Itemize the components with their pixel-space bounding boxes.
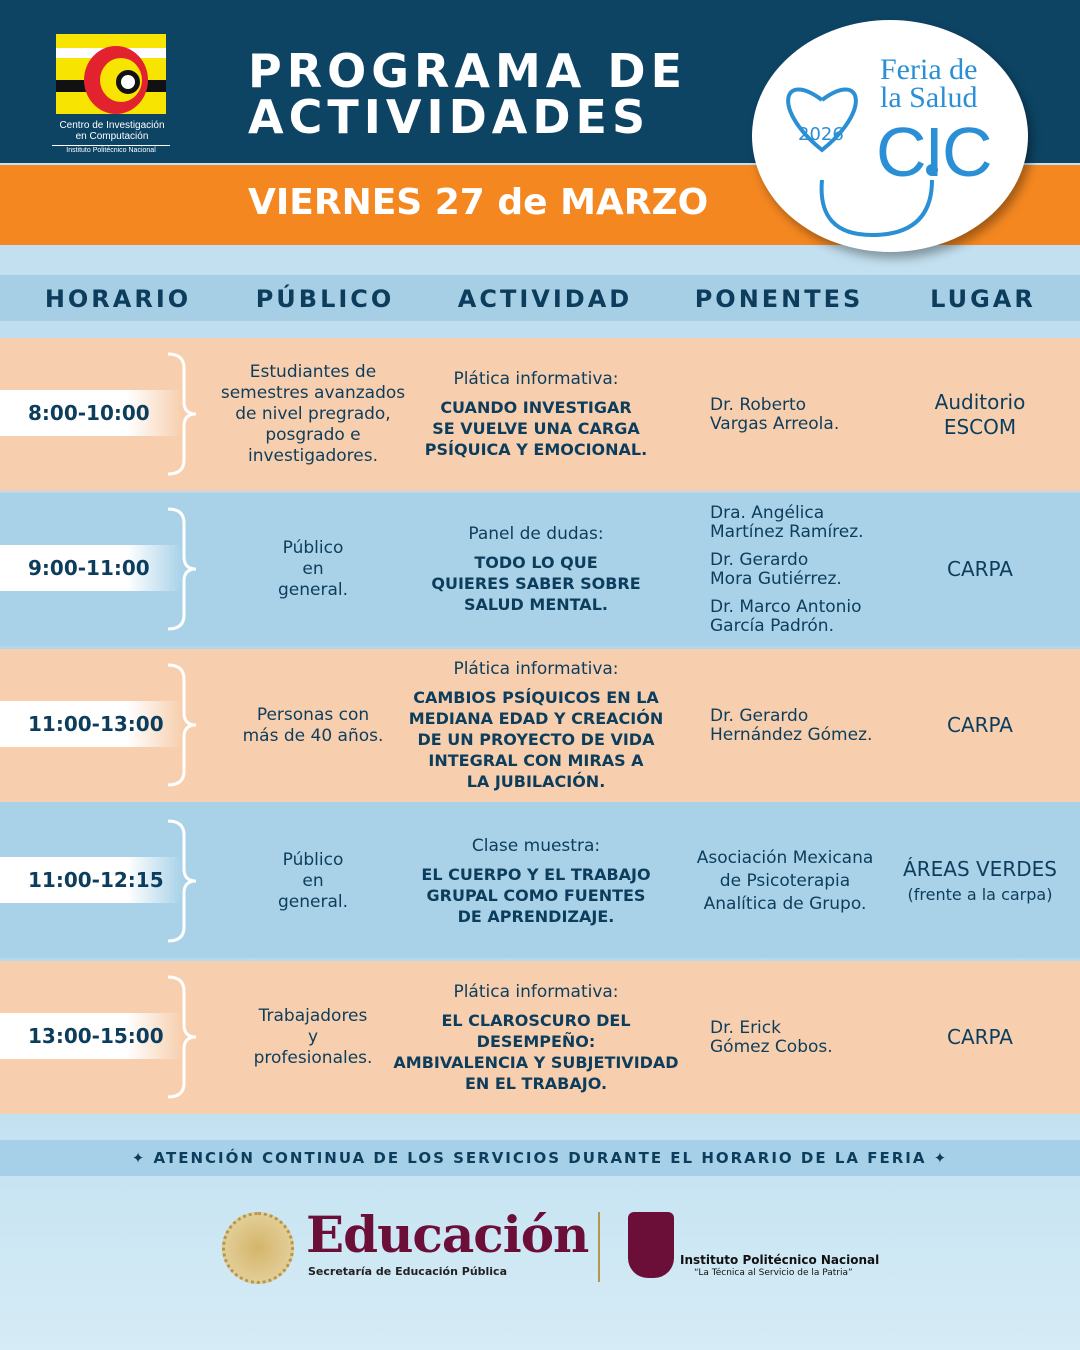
speaker: Dra. Angélica Martínez Ramírez.	[710, 502, 864, 542]
schedule-row	[0, 338, 1080, 491]
sep-logo-title: Educación	[306, 1205, 589, 1264]
location-note: (frente a la carpa)	[907, 884, 1053, 904]
activity-title: CAMBIOS PSÍQUICOS EN LA MEDIANA EDAD Y CREACIÓN DE UN PROYECTO DE VIDA INTEGRAL CON MIRAS A LA JUBILACIÓN.	[408, 688, 664, 791]
speaker: Dr. Marco Antonio García Padrón.	[710, 596, 862, 636]
speaker: Dr. Erick Gómez Cobos.	[710, 1017, 833, 1057]
sep-logo-subtitle: Secretaría de Educación Pública	[308, 1265, 508, 1278]
activity-type: Plática informativa:	[453, 369, 619, 389]
page-title: PROGRAMA DE ACTIVIDADES	[248, 44, 688, 144]
col-lugar: LUGAR	[930, 285, 1036, 313]
logo-subtext: Instituto Politécnico Nacional	[52, 145, 170, 154]
speakers	[710, 649, 900, 802]
audience: Trabajadores y profesionales.	[253, 1006, 373, 1068]
audience: Público en general.	[277, 850, 349, 912]
brace-icon	[166, 507, 200, 631]
activity-type: Plática informativa:	[453, 981, 619, 1002]
activity-title: TODO LO QUE QUIERES SABER SOBRE SALUD MENTAL.	[431, 553, 641, 614]
activity-title: EL CLAROSCURO DEL DESEMPEÑO: AMBIVALENCIA Y SUBJETIVIDAD EN EL TRABAJO.	[393, 1010, 679, 1093]
activity-type: Panel de dudas:	[468, 524, 604, 544]
speaker: Dr. Gerardo Hernández Gómez.	[710, 705, 873, 745]
location	[890, 649, 1070, 802]
time-slot: 9:00-11:00	[0, 545, 182, 591]
logo-divider	[598, 1212, 600, 1282]
speaker: Dr. Roberto Vargas Arreola.	[710, 394, 840, 434]
badge-feria-text: Feria de la Salud	[880, 53, 978, 114]
location-name: Auditorio ESCOM	[934, 389, 1026, 439]
speakers	[710, 961, 900, 1114]
footer-notice: ✦ ATENCIÓN CONTINUA DE LOS SERVICIOS DURANTE EL HORARIO DE LA FERIA ✦	[0, 1140, 1080, 1176]
location	[890, 493, 1070, 646]
time-slot: 11:00-13:00	[0, 701, 182, 747]
logo-text: Centro de Investigación en Computación	[59, 120, 165, 142]
speakers	[710, 338, 900, 491]
audience: Personas con más de 40 años.	[242, 704, 384, 746]
brace-icon	[166, 352, 200, 476]
speaker: Dr. Gerardo Mora Gutiérrez.	[710, 549, 842, 589]
speaker: Asociación Mexicana de Psicoterapia Analítica de Grupo.	[696, 848, 874, 914]
location-name: CARPA	[946, 557, 1013, 581]
time-slot: 8:00-10:00	[0, 390, 182, 436]
brace-icon	[166, 663, 200, 787]
brace-icon	[166, 975, 200, 1099]
activity-type: Clase muestra:	[471, 836, 601, 856]
event-date: VIERNES 27 de MARZO	[248, 182, 709, 223]
ipn-motto: “La Técnica al Servicio de la Patria”	[694, 1268, 853, 1278]
activity	[388, 805, 684, 958]
table-header	[0, 275, 1080, 321]
location	[890, 961, 1070, 1114]
activity-title: CUANDO INVESTIGAR SE VUELVE UNA CARGA PSÍQUICA Y EMOCIONAL.	[424, 398, 648, 459]
col-actividad: ACTIVIDAD	[457, 285, 633, 313]
schedule-row	[0, 805, 1080, 958]
col-horario: HORARIO	[44, 285, 192, 313]
audience: Público en general.	[277, 538, 349, 600]
schedule-row	[0, 649, 1080, 802]
location-name: ÁREAS VERDES	[903, 856, 1057, 881]
ipn-logo-icon	[628, 1212, 674, 1278]
activity	[388, 649, 684, 802]
activity	[388, 961, 684, 1114]
speakers	[690, 805, 880, 958]
ipn-title: Instituto Politécnico Nacional	[680, 1253, 880, 1267]
location	[890, 805, 1070, 958]
location-name: CARPA	[946, 1025, 1013, 1049]
brace-icon	[166, 819, 200, 943]
schedule-row	[0, 961, 1080, 1114]
speakers	[710, 493, 900, 646]
location-name: CARPA	[946, 713, 1013, 737]
col-publico: PÚBLICO	[255, 285, 395, 313]
mexico-seal-icon	[222, 1212, 294, 1284]
activity-title: EL CUERPO Y EL TRABAJO GRUPAL COMO FUENTES DE APRENDIZAJE.	[421, 865, 651, 926]
badge-cic-text: CIC	[876, 113, 991, 191]
schedule-row	[0, 493, 1080, 646]
time-slot: 13:00-15:00	[0, 1013, 182, 1059]
activity-type: Plática informativa:	[453, 659, 619, 679]
col-ponentes: PONENTES	[694, 285, 864, 313]
time-slot: 11:00-12:15	[0, 857, 182, 903]
feria-badge	[752, 20, 1028, 252]
activity	[388, 493, 684, 646]
location	[890, 338, 1070, 491]
cic-logo	[56, 34, 166, 114]
activity	[388, 338, 684, 491]
audience: Estudiantes de semestres avanzados de nivel pregrado, posgrado e investigadores.	[220, 362, 406, 466]
badge-year: 2026	[798, 124, 844, 145]
